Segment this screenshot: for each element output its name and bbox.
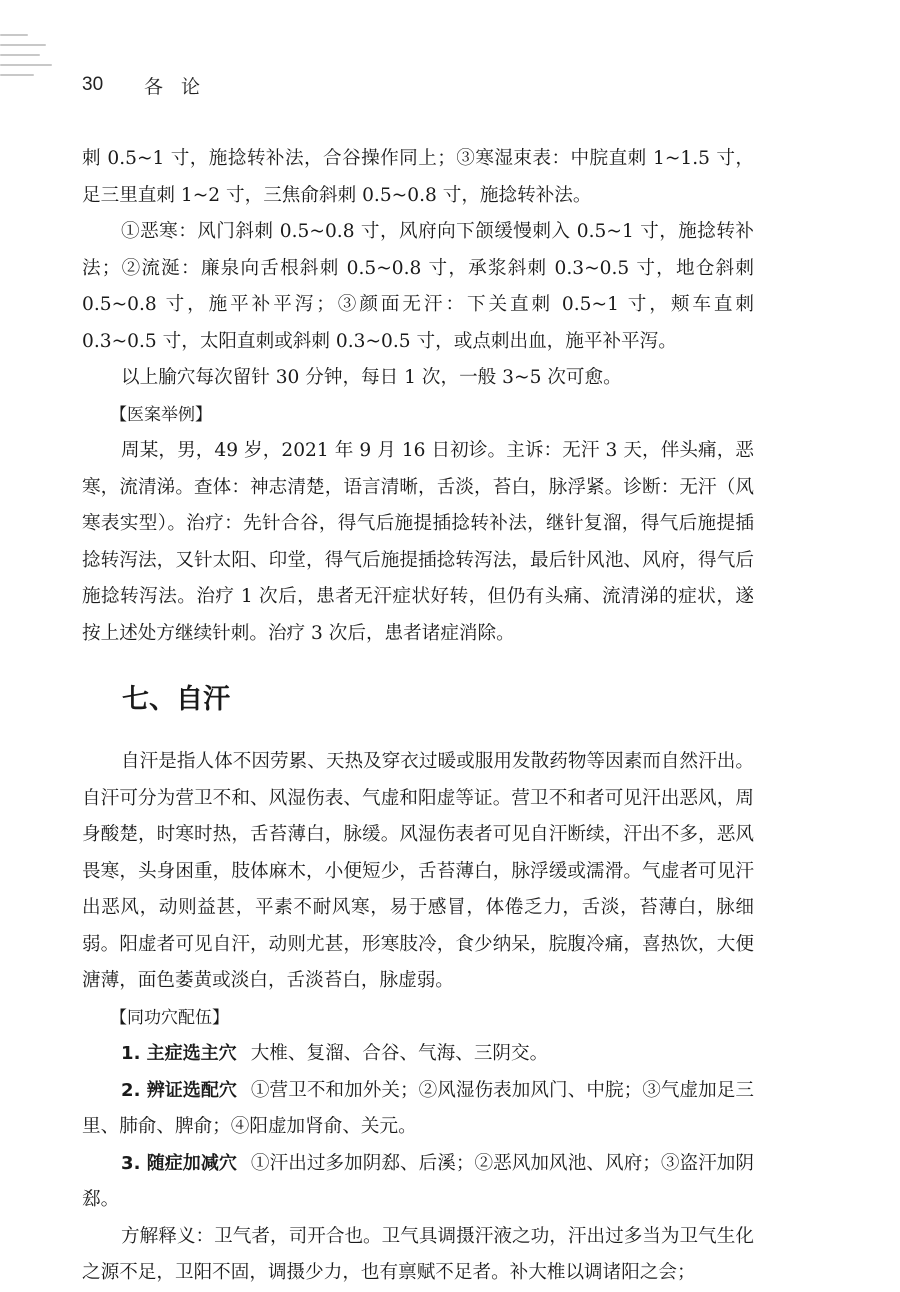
list-item-label: 3. 随症加减穴 xyxy=(121,1152,237,1174)
page-number: 30 xyxy=(82,74,104,95)
paragraph: 以上腧穴每次留针 30 分钟，每日 1 次，一般 3~5 次可愈。 xyxy=(121,367,622,388)
subsection-heading-points: 【同功穴配伍】 xyxy=(110,1007,229,1028)
list-item-label: 2. 辨证选配穴 xyxy=(121,1079,237,1101)
list-item-text: ①营卫不和加外关；②风湿伤表加风门、中脘；③气虚加足三里、肺俞、脾俞；④阳虚加肾俞、关元。 xyxy=(82,1079,754,1137)
list-item xyxy=(82,1146,754,1219)
page-header xyxy=(82,70,218,100)
header-decoration xyxy=(0,28,60,88)
list-item xyxy=(82,1073,754,1146)
paragraph: 方解释义：卫气者，司开合也。卫气具调摄汗液之功，汗出过多当为卫气生化之源不足，卫阳不固，调摄少力，也有禀赋不足者。补大椎以调诸阳之会； xyxy=(82,1225,754,1283)
list-item-text: ①汗出过多加阴郄、后溪；②恶风加风池、风府；③盗汗加阴郄。 xyxy=(82,1152,754,1210)
page-body xyxy=(82,141,754,1292)
section-title: 七、自汗 xyxy=(122,684,230,715)
paragraph: 自汗是指人体不因劳累、天热及穿衣过暖或服用发散药物等因素而自然汗出。自汗可分为营卫不和、风湿伤表、气虚和阳虚等证。营卫不和者可见汗出恶风，周身酸楚，时寒时热，舌苔薄白，脉缓。风湿伤表者可见自汗断续，汗出不多，恶风畏寒，头身困重，肢体麻木，小便短少，舌苔薄白，脉浮缓或濡滑。气虚者可见汗出恶风，动则益甚，平素不耐风寒，易于感冒，体倦乏力，舌淡，苔薄白，脉细弱。阳虚者可见自汗，动则尤甚，形寒肢冷，食少纳呆，脘腹冷痛，喜热饮，大便溏薄，面色萎黄或淡白，舌淡苔白，脉虚弱。 xyxy=(82,751,754,991)
list-item-text: 大椎、复溜、合谷、气海、三阴交。 xyxy=(250,1043,549,1064)
paragraph: ①恶寒：风门斜刺 0.5~0.8 寸，风府向下颌缓慢刺入 0.5~1 寸，施捻转补法；②流涎：廉泉向舌根斜刺 0.5~0.8 寸，承浆斜刺 0.3~0.5 寸，地仓斜刺 0.5~0.8 寸，施平补平泻；③颜面无汗：下关直刺 0.5~1 寸，颊车直刺 0.3~0.5 寸，太阳直刺或斜刺 0.3~0.5 寸，或点刺出血，施平补平泻。 xyxy=(82,221,754,352)
paragraph: 周某，男，49 岁，2021 年 9 月 16 日初诊。主诉：无汗 3 天，伴头痛，恶寒，流清涕。查体：神志清楚，语言清晰，舌淡，苔白，脉浮紧。诊断：无汗（风寒表实型）。治疗：先针合谷，得气后施提插捻转补法，继针复溜，得气后施提插捻转泻法，又针太阳、印堂，得气后施提插捻转泻法，最后针风池、风府，得气后施捻转泻法。治疗 1 次后，患者无汗症状好转，但仍有头痛、流清涕的症状，遂按上述处方继续针刺。治疗 3 次后，患者诸症消除。 xyxy=(82,440,754,644)
list-item-label: 1. 主症选主穴 xyxy=(121,1043,237,1064)
subsection-heading-case: 【医案举例】 xyxy=(110,404,212,425)
list-item xyxy=(82,1036,754,1073)
paragraph: 刺 0.5~1 寸，施捻转补法，合谷操作同上；③寒湿束表：中脘直刺 1~1.5 寸，足三里直刺 1~2 寸，三焦俞斜刺 0.5~0.8 寸，施捻转补法。 xyxy=(82,148,754,206)
running-title: 各论 xyxy=(144,75,219,98)
